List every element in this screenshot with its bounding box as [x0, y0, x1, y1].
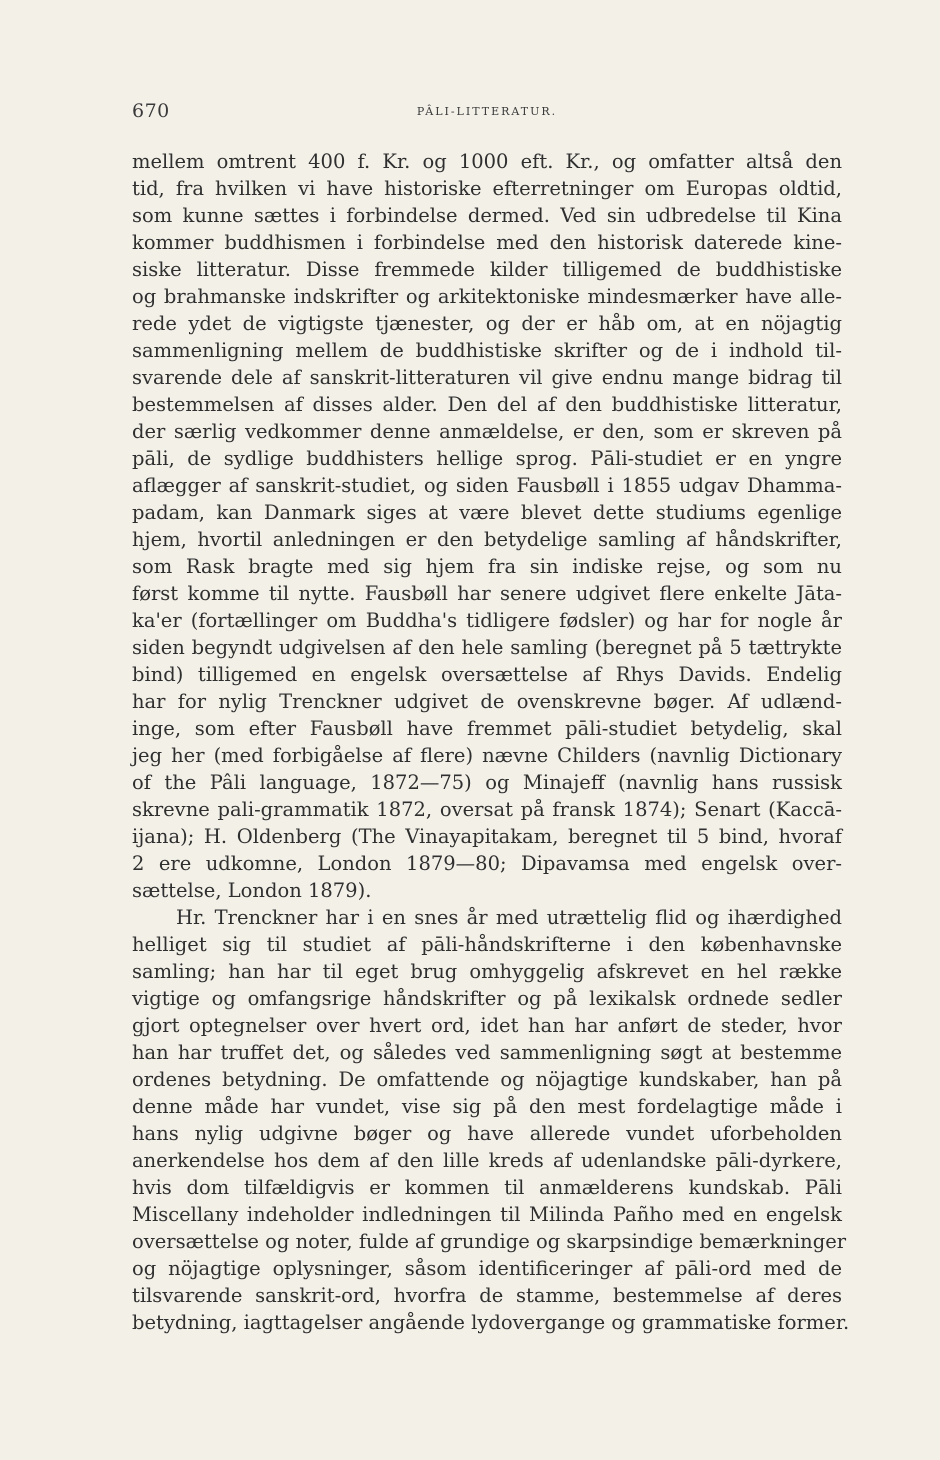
text-line: pāli, de sydlige buddhisters hellige sprog. Pāli-studiet er en yngre	[132, 447, 842, 470]
text-line: der særlig vedkommer denne anmældelse, er den, som er skreven på	[132, 420, 842, 443]
text-line: har for nylig Trenckner udgivet de ovenskrevne bøger. Af udlænd-	[132, 690, 842, 713]
text-line: Hr. Trenckner har i en snes år med utrættelig flid og ihærdighed	[176, 906, 842, 929]
text-line: som Rask bragte med sig hjem fra sin indiske rejse, og som nu	[132, 555, 842, 578]
text-line: oversættelse og noter, fulde af grundige og skarpsindige bemærkninger	[132, 1230, 847, 1253]
text-line: kommer buddhismen i forbindelse med den historisk daterede kine-	[132, 231, 842, 254]
text-line: tid, fra hvilken vi have historiske efterretninger om Europas oldtid,	[132, 177, 842, 200]
text-line: betydning, iagttagelser angående lydovergange og grammatiske former.	[132, 1311, 850, 1334]
text-line: svarende dele af sanskrit-litteraturen vil give endnu mange bidrag til	[132, 366, 842, 389]
text-line: først komme til nytte. Fausbøll har senere udgivet flere enkelte Jāta-	[132, 582, 842, 605]
text-line: tilsvarende sanskrit-ord, hvorfra de stamme, bestemmelse af deres	[132, 1284, 842, 1307]
text-line: bind) tilligemed en engelsk oversættelse af Rhys Davids. Endelig	[132, 663, 842, 686]
text-line: han har truffet det, og således ved sammenligning søgt at bestemme	[132, 1041, 842, 1064]
text-line: aflægger af sanskrit-studiet, og siden Fausbøll i 1855 udgav Dhamma-	[132, 474, 842, 497]
text-line: mellem omtrent 400 f. Kr. og 1000 eft. Kr., og omfatter altså den	[132, 150, 842, 173]
text-line: denne måde har vundet, vise sig på den mest fordelagtige måde i	[132, 1095, 842, 1118]
text-line: jeg her (med forbigåelse af flere) nævne Childers (navnlig Dictionary	[132, 744, 842, 767]
text-line: helliget sig til studiet af pāli-håndskrifterne i den københavnske	[132, 933, 842, 956]
text-line: vigtige og omfangsrige håndskrifter og på lexikalsk ordnede sedler	[132, 987, 842, 1010]
text-line: skrevne pali-grammatik 1872, oversat på fransk 1874); Senart (Kaccā-	[132, 798, 842, 821]
text-line: of the Pâli language, 1872—75) og Minajeff (navnlig hans russisk	[132, 771, 842, 794]
text-line: 2 ere udkomne, London 1879—80; Dipavamsa med engelsk over-	[132, 852, 842, 875]
text-line: ordenes betydning. De omfattende og nöjagtige kundskaber, han på	[132, 1068, 842, 1091]
text-line: anerkendelse hos dem af den lille kreds af udenlandske pāli-dyrkere,	[132, 1149, 842, 1172]
text-line: hvis dom tilfældigvis er kommen til anmælderens kundskab. Pāli	[132, 1176, 842, 1199]
body-text	[132, 148, 850, 1336]
text-line: sættelse, London 1879).	[132, 879, 372, 902]
text-line: hans nylig udgivne bøger og have allerede vundet uforbeholden	[132, 1122, 842, 1145]
page-number: 670	[132, 100, 170, 122]
text-line: bestemmelsen af disses alder. Den del af den buddhistiske litteratur,	[132, 393, 842, 416]
text-line: ijana); H. Oldenberg (The Vinayapitakam, beregnet til 5 bind, hvoraf	[132, 825, 842, 848]
text-line: siske litteratur. Disse fremmede kilder tilligemed de buddhistiske	[132, 258, 842, 281]
text-line: inge, som efter Fausbøll have fremmet pāli-studiet betydelig, skal	[132, 717, 842, 740]
text-line: padam, kan Danmark siges at være blevet dette studiums egenlige	[132, 501, 842, 524]
text-line: Miscellany indeholder indledningen til Milinda Pañho med en engelsk	[132, 1203, 842, 1226]
text-line: gjort optegnelser over hvert ord, idet han har anført de steder, hvor	[132, 1014, 842, 1037]
text-line: rede ydet de vigtigste tjænester, og der er håb om, at en nöjagtig	[132, 312, 842, 335]
page-header	[132, 100, 842, 130]
text-line: samling; han har til eget brug omhyggelig afskrevet en hel række	[132, 960, 842, 983]
text-line: ka'er (fortællinger om Buddha's tidligere fødsler) og har for nogle år	[132, 609, 842, 632]
text-line: siden begyndt udgivelsen af den hele samling (beregnet på 5 tættrykte	[132, 636, 842, 659]
text-line: og nöjagtige oplysninger, såsom identificeringer af pāli-ord med de	[132, 1257, 842, 1280]
text-line: og brahmanske indskrifter og arkitektoniske mindesmærker have alle-	[132, 285, 842, 308]
text-line: sammenligning mellem de buddhistiske skrifter og de i indhold til-	[132, 339, 842, 362]
text-line: hjem, hvortil anledningen er den betydelige samling af håndskrifter,	[132, 528, 842, 551]
running-title: PÂLI-LITTERATUR.	[416, 105, 558, 118]
text-line: som kunne sættes i forbindelse dermed. Ved sin udbredelse til Kina	[132, 204, 842, 227]
